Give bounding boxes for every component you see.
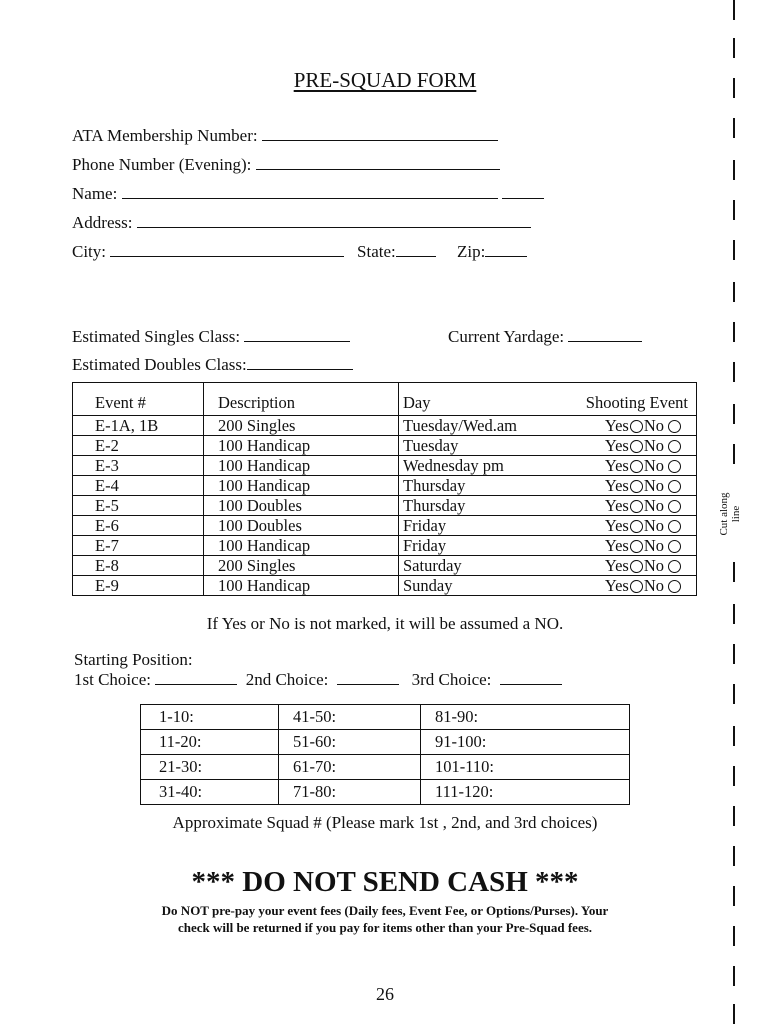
event-row	[73, 416, 697, 436]
event-day: Friday	[399, 536, 564, 556]
event-row	[73, 576, 697, 596]
shooting-event-choice	[563, 516, 697, 536]
no-radio-icon[interactable]	[668, 500, 681, 513]
squad-range-cell[interactable]: 21-30:	[141, 755, 279, 780]
event-number: E-6	[73, 516, 204, 536]
event-row	[73, 496, 697, 516]
events-table	[72, 382, 697, 596]
event-description: 100 Handicap	[204, 476, 399, 496]
city-state-zip-field[interactable]: City: State: Zip:	[72, 242, 527, 262]
squad-range-cell[interactable]: 31-40:	[141, 780, 279, 805]
event-description: 100 Handicap	[204, 536, 399, 556]
squad-row	[141, 755, 630, 780]
membership-field[interactable]: ATA Membership Number:	[72, 126, 498, 146]
yardage-field[interactable]: Current Yardage:	[448, 327, 642, 347]
event-row	[73, 476, 697, 496]
yes-radio-icon[interactable]	[630, 500, 643, 513]
no-radio-icon[interactable]	[668, 480, 681, 493]
shooting-event-choice	[563, 456, 697, 476]
no-label: No	[643, 556, 664, 575]
squad-range-cell[interactable]: 41-50:	[279, 705, 421, 730]
squad-row	[141, 705, 630, 730]
yes-radio-icon[interactable]	[630, 580, 643, 593]
yes-label: Yes	[604, 576, 629, 595]
no-label: No	[643, 436, 664, 455]
squad-range-cell[interactable]: 111-120:	[421, 780, 630, 805]
no-radio-icon[interactable]	[668, 540, 681, 553]
event-number: E-8	[73, 556, 204, 576]
page-title: PRE-SQUAD FORM	[293, 68, 477, 92]
warning-line-1: Do NOT pre-pay your event fees (Daily fees, Event Fee, or Options/Purses). Your	[161, 903, 609, 918]
do-not-send-cash-heading: *** DO NOT SEND CASH ***	[191, 866, 579, 898]
yes-label: Yes	[604, 496, 629, 515]
event-row	[73, 456, 697, 476]
event-day: Tuesday/Wed.am	[399, 416, 564, 436]
phone-field[interactable]: Phone Number (Evening):	[72, 155, 500, 175]
shooting-event-choice	[563, 536, 697, 556]
event-number: E-3	[73, 456, 204, 476]
events-header-row	[73, 383, 697, 416]
header-description: Description	[204, 383, 399, 416]
event-number: E-5	[73, 496, 204, 516]
event-number: E-9	[73, 576, 204, 596]
squad-range-cell[interactable]: 1-10:	[141, 705, 279, 730]
event-number: E-4	[73, 476, 204, 496]
yes-radio-icon[interactable]	[630, 420, 643, 433]
squad-range-cell[interactable]: 61-70:	[279, 755, 421, 780]
no-radio-icon[interactable]	[668, 460, 681, 473]
events-note: If Yes or No is not marked, it will be assumed a NO.	[206, 614, 564, 633]
no-radio-icon[interactable]	[668, 520, 681, 533]
squad-range-cell[interactable]: 101-110:	[421, 755, 630, 780]
event-description: 200 Singles	[204, 416, 399, 436]
event-number: E-2	[73, 436, 204, 456]
yes-radio-icon[interactable]	[630, 460, 643, 473]
no-radio-icon[interactable]	[668, 420, 681, 433]
event-description: 100 Doubles	[204, 516, 399, 536]
no-label: No	[643, 496, 664, 515]
singles-class-field[interactable]: Estimated Singles Class:	[72, 327, 350, 347]
shooting-event-choice	[563, 436, 697, 456]
page-number: 26	[376, 984, 394, 1004]
no-label: No	[643, 476, 664, 495]
event-description: 200 Singles	[204, 556, 399, 576]
event-row	[73, 516, 697, 536]
doubles-class-field[interactable]: Estimated Doubles Class:	[72, 355, 353, 375]
squad-range-cell[interactable]: 81-90:	[421, 705, 630, 730]
squad-row	[141, 730, 630, 755]
yes-label: Yes	[604, 536, 629, 555]
starting-position-label: Starting Position:	[74, 650, 193, 669]
event-description: 100 Handicap	[204, 436, 399, 456]
no-radio-icon[interactable]	[668, 580, 681, 593]
yes-label: Yes	[604, 436, 629, 455]
address-field[interactable]: Address:	[72, 213, 531, 233]
event-day: Friday	[399, 516, 564, 536]
warning-line-2: check will be returned if you pay for items other than your Pre-Squad fees.	[177, 920, 593, 935]
shooting-event-choice	[563, 496, 697, 516]
event-description: 100 Doubles	[204, 496, 399, 516]
event-day: Thursday	[399, 496, 564, 516]
choice-fields[interactable]: 1st Choice: 2nd Choice: 3rd Choice:	[74, 670, 562, 690]
squad-range-cell[interactable]: 71-80:	[279, 780, 421, 805]
yes-label: Yes	[604, 416, 629, 435]
event-day: Sunday	[399, 576, 564, 596]
squad-note: Approximate Squad # (Please mark 1st , 2nd, and 3rd choices)	[172, 813, 598, 832]
event-number: E-1A, 1B	[73, 416, 204, 436]
event-row	[73, 436, 697, 456]
event-description: 100 Handicap	[204, 576, 399, 596]
event-day: Wednesday pm	[399, 456, 564, 476]
header-day: Day	[403, 392, 431, 412]
event-day: Saturday	[399, 556, 564, 576]
shooting-event-choice	[563, 416, 697, 436]
squad-table	[140, 704, 630, 805]
squad-range-cell[interactable]: 11-20:	[141, 730, 279, 755]
yes-label: Yes	[604, 456, 629, 475]
yes-radio-icon[interactable]	[630, 520, 643, 533]
no-label: No	[643, 536, 664, 555]
cut-line-label: Cut along line	[718, 492, 742, 536]
event-number: E-7	[73, 536, 204, 556]
yes-label: Yes	[604, 516, 629, 535]
yes-label: Yes	[604, 556, 629, 575]
yes-radio-icon[interactable]	[630, 440, 643, 453]
shooting-event-choice	[563, 576, 697, 596]
yes-radio-icon[interactable]	[630, 560, 643, 573]
no-label: No	[643, 456, 664, 475]
squad-row	[141, 780, 630, 805]
yes-label: Yes	[604, 476, 629, 495]
header-event: Event #	[73, 383, 204, 416]
event-day: Tuesday	[399, 436, 564, 456]
event-row	[73, 536, 697, 556]
no-label: No	[643, 416, 664, 435]
shooting-event-choice	[563, 476, 697, 496]
header-shooting-event: Shooting Event	[585, 392, 688, 412]
event-row	[73, 556, 697, 576]
event-description: 100 Handicap	[204, 456, 399, 476]
squad-range-cell[interactable]: 91-100:	[421, 730, 630, 755]
no-label: No	[643, 576, 664, 595]
no-radio-icon[interactable]	[668, 440, 681, 453]
no-radio-icon[interactable]	[668, 560, 681, 573]
squad-range-cell[interactable]: 51-60:	[279, 730, 421, 755]
yes-radio-icon[interactable]	[630, 540, 643, 553]
shooting-event-choice	[563, 556, 697, 576]
yes-radio-icon[interactable]	[630, 480, 643, 493]
no-label: No	[643, 516, 664, 535]
event-day: Thursday	[399, 476, 564, 496]
name-field[interactable]: Name:	[72, 184, 544, 204]
